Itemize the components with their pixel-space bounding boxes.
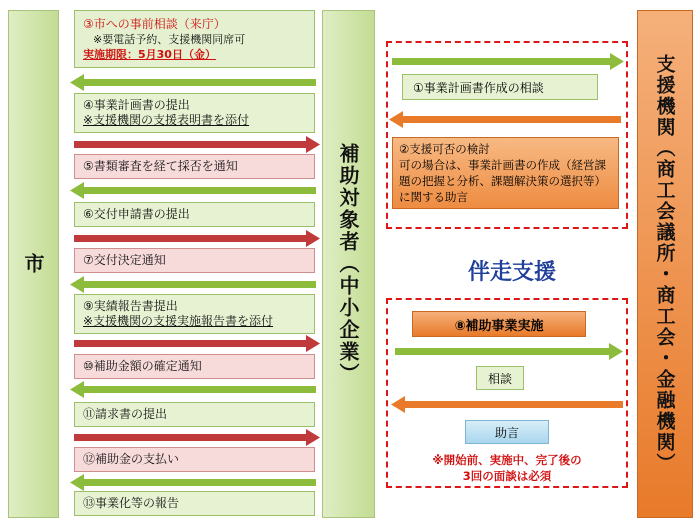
applicant-label: 補助対象者（中小企業） [336,143,360,385]
accompany-support-heading [452,255,572,285]
step-10-title: ⑩補助金額の確定通知 [83,359,202,373]
arrow-step9-left [70,276,316,293]
step-9-note: ※支援機関の支援実施報告書を添付 [83,314,274,328]
step-6-title: ⑥交付申請書の提出 [83,207,190,221]
arrow-step5-right [74,136,320,153]
arrow-step4-left [70,74,316,91]
step-4-title: ④事業計画書の提出 [83,98,190,112]
step-3-deadline: 実施期限：5月30日（金） [83,47,216,61]
consult-box [476,366,524,390]
arrow-step10-right [74,335,320,352]
step-7-title: ⑦交付決定通知 [83,253,166,267]
step-9-title: ⑨実績報告書提出 [83,299,178,313]
step-8-box [412,311,586,337]
arrow-step11-left [70,381,316,398]
interview-note [392,452,622,486]
step-1-label: ①事業計画書作成の相談 [413,80,544,95]
arrow-step13-left [70,474,316,491]
arrow-step6-left [70,182,316,199]
step-3-title: ③市への事前相談（来庁） [83,16,226,31]
step-1-box [402,74,598,100]
arrow-step12-right [74,429,320,446]
step-11-title: ⑪請求書の提出 [83,407,168,421]
interview-note-line2: 3回の面談は必須 [462,469,552,483]
step-2-body: 可の場合は、事業計画書の作成（経営課題の把握と分析、課題解決策の選択等）に関する助言 [399,158,606,204]
accompany-support-label: 伴走支援 [467,260,556,285]
arrow-step7-right [74,230,320,247]
consult-label: 相談 [487,371,512,386]
support-org-label: 支援機関（商工会議所・商工会・金融機関） [653,54,676,474]
city-label: 市 [21,253,45,275]
step-13-title: ⑬事業化等の報告 [83,496,180,510]
step-8-label: ⑧補助事業実施 [454,318,544,334]
advice-label: 助言 [494,425,519,440]
step-2-box [392,137,619,209]
step-4-note: ※支援機関の支援表明書を添付 [83,113,250,127]
step-3-note: ※要電話予約、支援機関同席可 [93,32,246,46]
step-12-title: ⑫補助金の支払い [83,452,180,466]
step-2-title: ②支援可否の検討 [399,142,490,156]
advice-box [465,420,549,444]
interview-note-line1: ※開始前、実施中、完了後の [432,453,582,467]
step-5-title: ⑤書類審査を経て採否を通知 [83,159,238,173]
